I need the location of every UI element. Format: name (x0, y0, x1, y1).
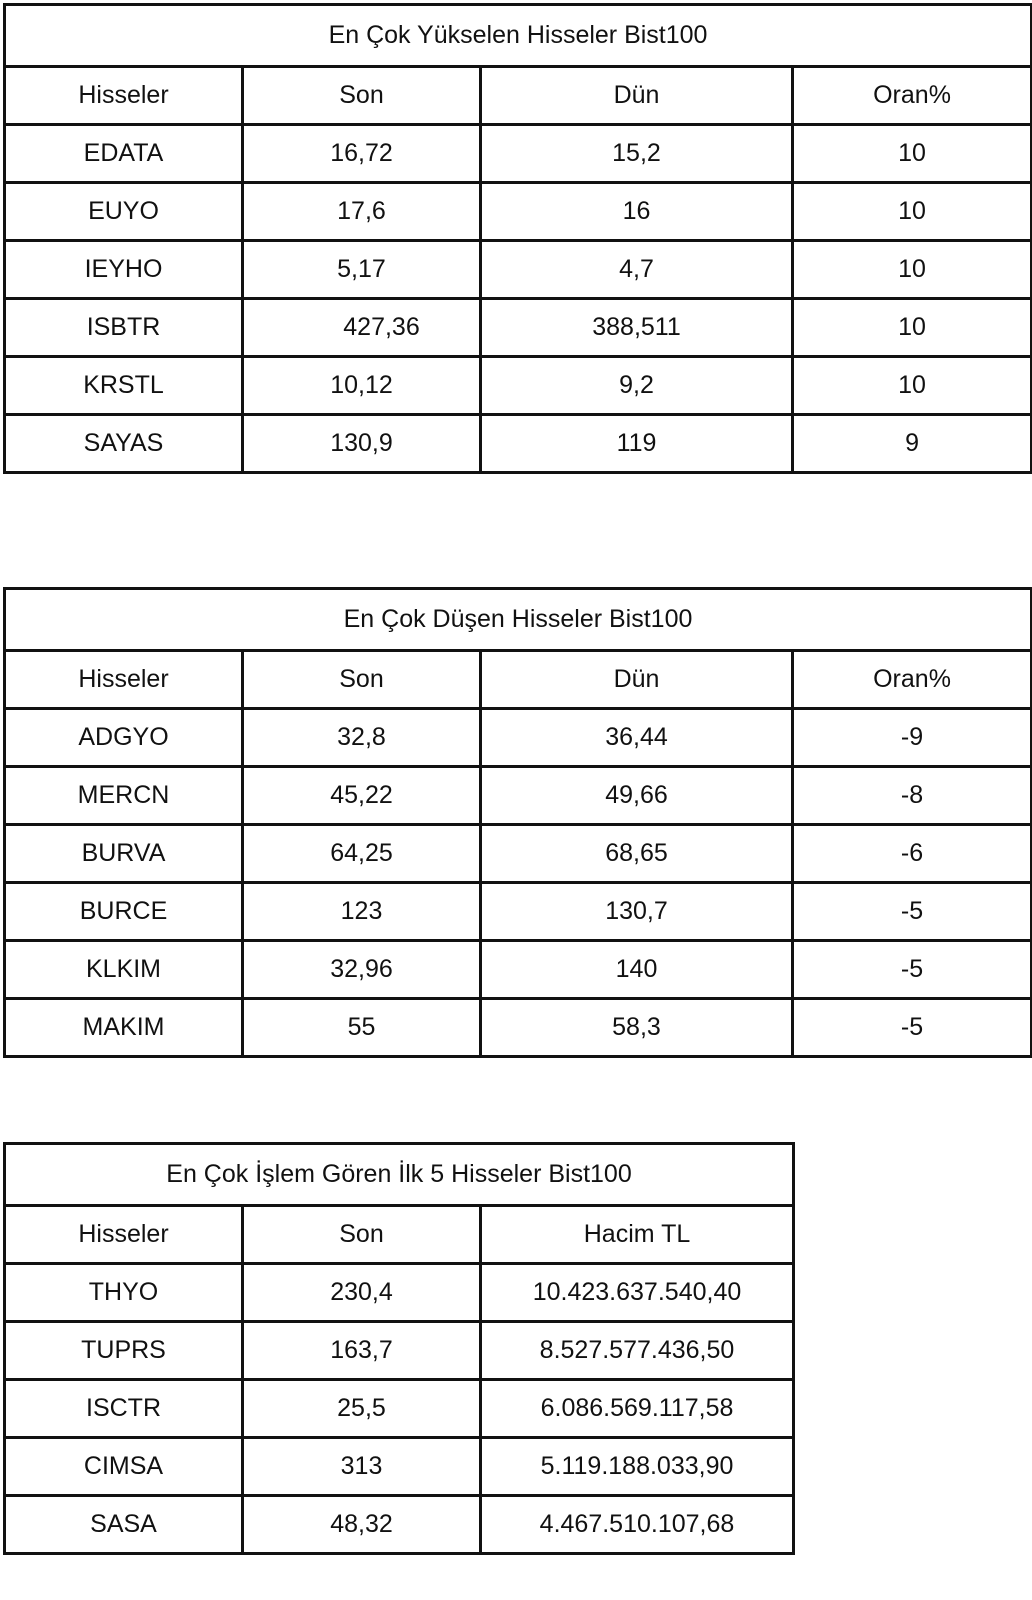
table-row (5, 1438, 794, 1496)
cell: MAKIM (5, 999, 243, 1057)
cell: 427,36 (243, 299, 481, 357)
cell: 119 (481, 415, 793, 473)
column-header: Oran% (793, 651, 1032, 709)
cell: 48,32 (243, 1496, 481, 1554)
column-header: Son (243, 651, 481, 709)
column-header: Hisseler (5, 67, 243, 125)
cell: ADGYO (5, 709, 243, 767)
cell: 6.086.569.117,58 (481, 1380, 794, 1438)
cell: 130,7 (481, 883, 793, 941)
cell: 130,9 (243, 415, 481, 473)
cell: IEYHO (5, 241, 243, 299)
cell: 10,12 (243, 357, 481, 415)
cell: 32,96 (243, 941, 481, 999)
cell: CIMSA (5, 1438, 243, 1496)
top-gainers-table (3, 3, 1032, 474)
table-row (5, 941, 1032, 999)
most-traded-table (3, 1142, 795, 1555)
cell: 4.467.510.107,68 (481, 1496, 794, 1554)
cell: 8.527.577.436,50 (481, 1322, 794, 1380)
table-row (5, 999, 1032, 1057)
cell: 36,44 (481, 709, 793, 767)
column-header: Son (243, 67, 481, 125)
table-row (5, 709, 1032, 767)
cell: 68,65 (481, 825, 793, 883)
cell: SASA (5, 1496, 243, 1554)
cell: 17,6 (243, 183, 481, 241)
table-row (5, 1322, 794, 1380)
table-title: En Çok Yükselen Hisseler Bist100 (5, 5, 1032, 67)
cell: -5 (793, 941, 1032, 999)
table-title: En Çok İşlem Gören İlk 5 Hisseler Bist100 (5, 1144, 794, 1206)
cell: 64,25 (243, 825, 481, 883)
top-losers-table (3, 587, 1032, 1058)
cell: 9,2 (481, 357, 793, 415)
header-row (5, 651, 1032, 709)
column-header: Hisseler (5, 651, 243, 709)
cell: 32,8 (243, 709, 481, 767)
cell: 5.119.188.033,90 (481, 1438, 794, 1496)
cell: ISCTR (5, 1380, 243, 1438)
cell: KRSTL (5, 357, 243, 415)
cell: TUPRS (5, 1322, 243, 1380)
table-row (5, 1380, 794, 1438)
cell: 123 (243, 883, 481, 941)
cell: 313 (243, 1438, 481, 1496)
cell: -6 (793, 825, 1032, 883)
cell: 140 (481, 941, 793, 999)
cell: 163,7 (243, 1322, 481, 1380)
cell: KLKIM (5, 941, 243, 999)
cell: 25,5 (243, 1380, 481, 1438)
cell: 10 (793, 241, 1032, 299)
table-title: En Çok Düşen Hisseler Bist100 (5, 589, 1032, 651)
cell: BURVA (5, 825, 243, 883)
cell: 10 (793, 125, 1032, 183)
cell: -9 (793, 709, 1032, 767)
cell: 10 (793, 357, 1032, 415)
column-header: Hisseler (5, 1206, 243, 1264)
cell: 55 (243, 999, 481, 1057)
cell: BURCE (5, 883, 243, 941)
table-row (5, 415, 1032, 473)
cell: 9 (793, 415, 1032, 473)
cell: 4,7 (481, 241, 793, 299)
cell: 15,2 (481, 125, 793, 183)
table-row (5, 1264, 794, 1322)
header-row (5, 1206, 794, 1264)
header-row (5, 67, 1032, 125)
table-row (5, 825, 1032, 883)
table-row (5, 767, 1032, 825)
cell: 388,511 (481, 299, 793, 357)
table-row (5, 183, 1032, 241)
cell: 230,4 (243, 1264, 481, 1322)
cell: 16,72 (243, 125, 481, 183)
column-header: Son (243, 1206, 481, 1264)
cell: 10.423.637.540,40 (481, 1264, 794, 1322)
column-header: Hacim TL (481, 1206, 794, 1264)
table-row (5, 241, 1032, 299)
table-row (5, 1496, 794, 1554)
cell: THYO (5, 1264, 243, 1322)
cell: -8 (793, 767, 1032, 825)
cell: EDATA (5, 125, 243, 183)
cell: -5 (793, 999, 1032, 1057)
cell: 49,66 (481, 767, 793, 825)
cell: EUYO (5, 183, 243, 241)
table-row (5, 357, 1032, 415)
table-row (5, 299, 1032, 357)
cell: ISBTR (5, 299, 243, 357)
cell: 5,17 (243, 241, 481, 299)
cell: 45,22 (243, 767, 481, 825)
table-row (5, 125, 1032, 183)
table-row (5, 883, 1032, 941)
cell: SAYAS (5, 415, 243, 473)
cell: -5 (793, 883, 1032, 941)
cell: 10 (793, 299, 1032, 357)
column-header: Dün (481, 67, 793, 125)
cell: MERCN (5, 767, 243, 825)
cell: 58,3 (481, 999, 793, 1057)
cell: 16 (481, 183, 793, 241)
cell: 10 (793, 183, 1032, 241)
column-header: Dün (481, 651, 793, 709)
column-header: Oran% (793, 67, 1032, 125)
